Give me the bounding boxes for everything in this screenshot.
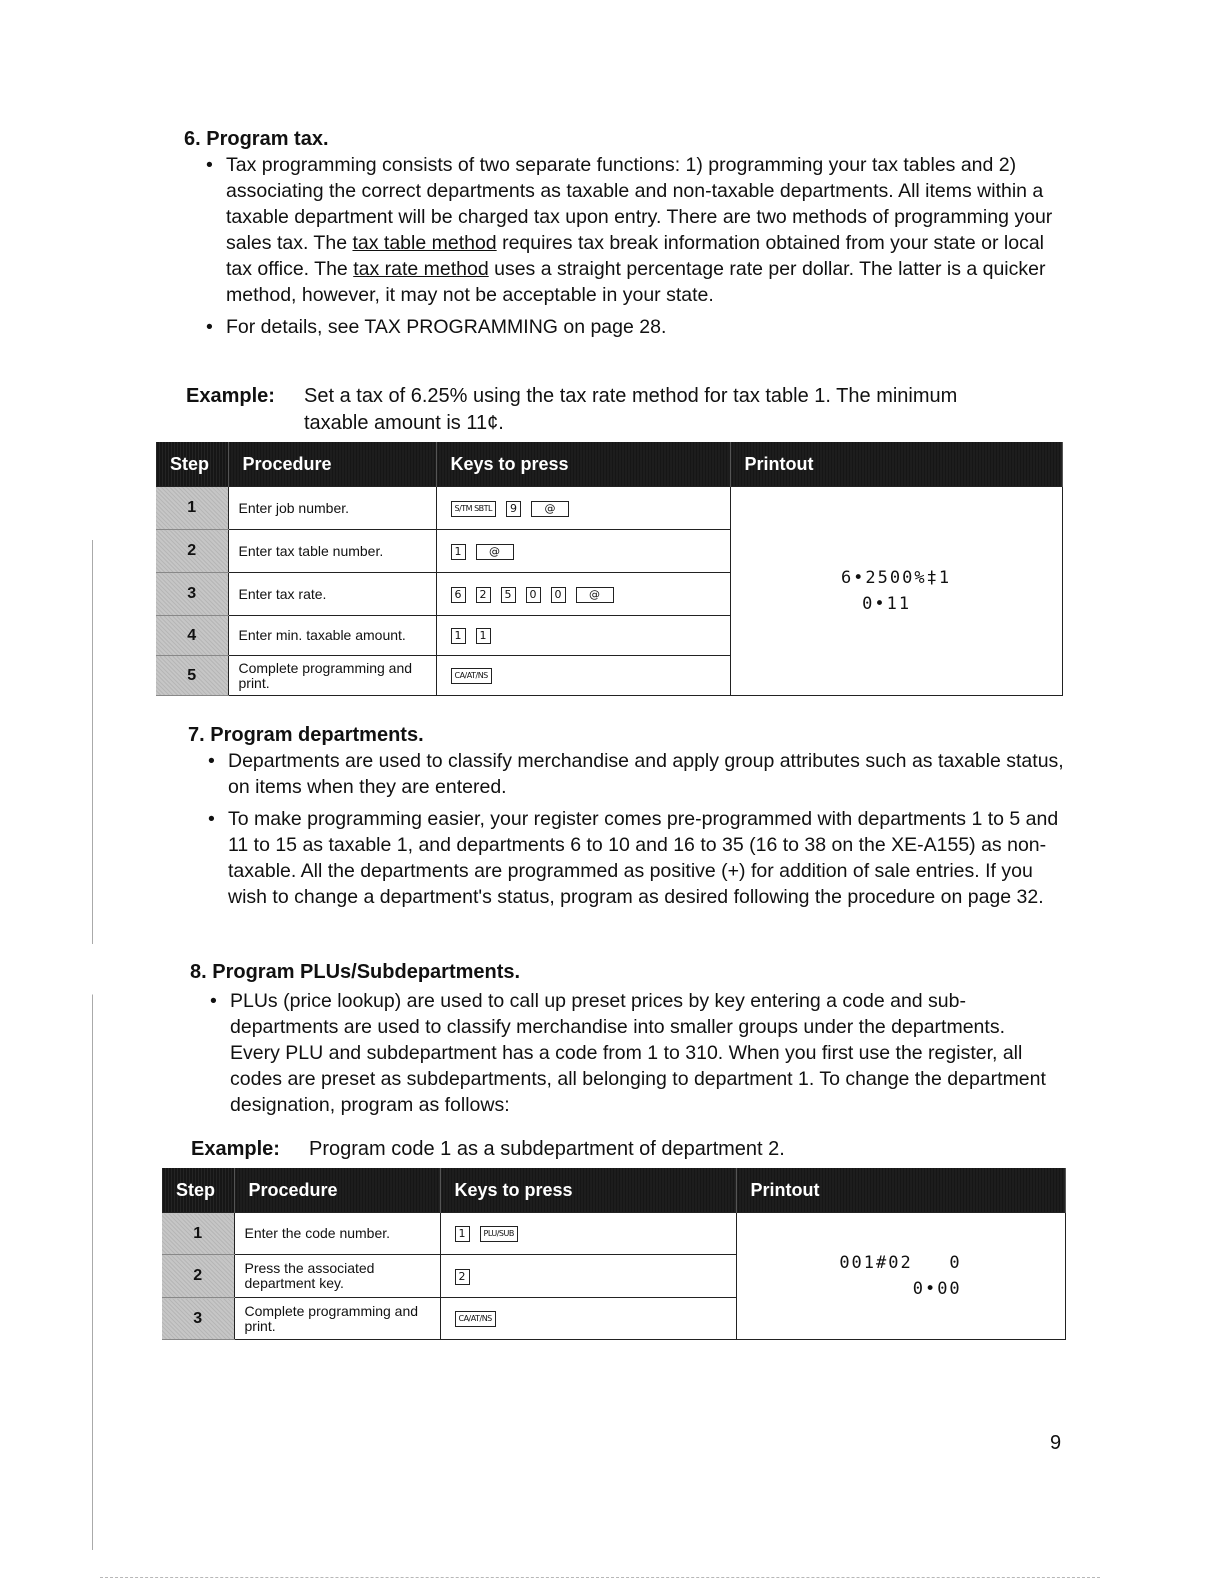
section-7-bullet-2: • To make programming easier, your register comes pre-programmed with departments 1 to 5 and 11 to 15 as taxable 1, and departments 6 to 10 and 16 to 35 (16 to 38 on the XE-A155) as non-taxable. All the departments are programmed as positive (+) for addition of sale entries. If you wish to change a department's status, program as desired following the procedure on page 32. xyxy=(206,806,1064,910)
key-at: @ xyxy=(531,501,569,517)
procedure-cell: Enter tax table number. xyxy=(228,530,436,573)
key-0: 0 xyxy=(526,587,541,603)
key-at: @ xyxy=(576,587,614,603)
header-procedure: Procedure xyxy=(228,442,436,487)
keys-cell xyxy=(440,1255,736,1298)
printout-line-2: 0•11 xyxy=(862,594,912,614)
section-6-bullet-2: • For details, see TAX PROGRAMMING on page 28. xyxy=(204,314,1064,340)
section-7-heading: 7. Program departments. xyxy=(188,724,424,746)
step-number: 1 xyxy=(162,1213,234,1255)
table-header-row xyxy=(156,442,1062,487)
procedure-cell: Complete programming and print. xyxy=(228,656,436,696)
key-5: 5 xyxy=(501,587,516,603)
keys-cell xyxy=(436,573,730,616)
key-department-2: 2 xyxy=(455,1269,470,1285)
step-number: 3 xyxy=(162,1298,234,1340)
procedure-cell: Enter min. taxable amount. xyxy=(228,616,436,656)
procedure-cell: Press the associated department key. xyxy=(234,1255,440,1298)
key-9: 9 xyxy=(506,501,521,517)
procedure-cell: Enter tax rate. xyxy=(228,573,436,616)
printout-cell xyxy=(730,487,1062,696)
section-8-heading: 8. Program PLUs/Subdepartments. xyxy=(190,961,521,983)
keys-cell xyxy=(436,487,730,530)
keys-cell xyxy=(436,616,730,656)
key-1: 1 xyxy=(451,544,466,560)
keys-cell xyxy=(440,1298,736,1340)
key-ca-at-ns: CA/AT/NS xyxy=(451,668,492,684)
step-number: 3 xyxy=(156,573,228,616)
step-number: 5 xyxy=(156,656,228,696)
scan-bottom-rule xyxy=(100,1577,1100,1579)
key-1: 1 xyxy=(451,628,466,644)
key-at: @ xyxy=(476,544,514,560)
section-8-example xyxy=(191,1136,1011,1163)
step-number: 2 xyxy=(156,530,228,573)
section-8-bullets xyxy=(208,988,1058,1124)
section-7-bullet-1: • Departments are used to classify merchandise and apply group attributes such as taxable status, on items when they are entered. xyxy=(206,748,1064,800)
header-printout: Printout xyxy=(730,442,1062,487)
keys-cell xyxy=(440,1213,736,1255)
header-keys: Keys to press xyxy=(436,442,730,487)
procedure-cell: Enter the code number. xyxy=(234,1213,440,1255)
procedure-cell: Enter job number. xyxy=(228,487,436,530)
table-row xyxy=(162,1213,1065,1255)
section-6-bullet-1: • Tax programming consists of two separate functions: 1) programming your tax tables and 2) associating the correct departments as taxable and non-taxable departments. All items within a taxable department will be charged tax upon entry. There are two methods of programming your sales tax. The tax table method requires tax break information obtained from your state or local tax office. The tax rate method uses a straight percentage rate per dollar. The latter is a quicker method, however, it may not be acceptable in your state. xyxy=(204,152,1064,308)
example-label: Example: xyxy=(191,1138,280,1160)
plu-procedure-table xyxy=(162,1168,1066,1340)
keys-cell xyxy=(436,530,730,573)
section-6-heading: 6. Program tax. xyxy=(184,128,329,150)
step-number: 1 xyxy=(156,487,228,530)
key-6: 6 xyxy=(451,587,466,603)
header-keys: Keys to press xyxy=(440,1168,736,1213)
printout-cell xyxy=(736,1213,1065,1340)
key-1: 1 xyxy=(476,628,491,644)
page-number: 9 xyxy=(1050,1432,1062,1454)
table-row xyxy=(156,487,1062,530)
header-step: Step xyxy=(156,442,228,487)
tax-procedure-table xyxy=(156,442,1063,696)
printout-line-2: 0•00 xyxy=(912,1279,962,1299)
section-8-bullet-1: • PLUs (price lookup) are used to call up preset prices by key entering a code and sub-departments are used to classify merchandise into smaller groups under the departments. Every PLU and subdepartment has a code from 1 to 310. When you first use the register, all codes are preset as subdepartments, all belonging to department 1. To change the department designation, program as follows: xyxy=(208,988,1058,1118)
key-ca-at-ns: CA/AT/NS xyxy=(455,1311,496,1327)
section-6-bullets xyxy=(204,152,1064,346)
key-0: 0 xyxy=(551,587,566,603)
key-stm-sbtl: S/TM SBTL xyxy=(451,501,497,517)
key-1: 1 xyxy=(455,1226,470,1242)
key-plu-sub: PLU/SUB xyxy=(480,1226,518,1242)
tax-table-method-term: tax table method xyxy=(352,232,497,254)
step-number: 2 xyxy=(162,1255,234,1298)
section-7-bullets xyxy=(206,748,1064,916)
tax-rate-method-term: tax rate method xyxy=(353,258,489,280)
table-header-row xyxy=(162,1168,1065,1213)
printout-line-1: 6•2500%‡1 xyxy=(840,568,952,588)
scan-edge-line xyxy=(92,540,93,1550)
keys-cell xyxy=(436,656,730,696)
example-text: Set a tax of 6.25% using the tax rate method for tax table 1. The minimum taxable amount is 11¢. xyxy=(304,385,958,434)
header-step: Step xyxy=(162,1168,234,1213)
header-printout: Printout xyxy=(736,1168,1065,1213)
key-2: 2 xyxy=(476,587,491,603)
procedure-cell: Complete programming and print. xyxy=(234,1298,440,1340)
step-number: 4 xyxy=(156,616,228,656)
section-6-example xyxy=(186,383,1006,437)
example-text: Program code 1 as a subdepartment of department 2. xyxy=(309,1138,785,1160)
printout-line-1: 001#02 0 xyxy=(839,1253,962,1273)
header-procedure: Procedure xyxy=(234,1168,440,1213)
example-label: Example: xyxy=(186,385,275,407)
